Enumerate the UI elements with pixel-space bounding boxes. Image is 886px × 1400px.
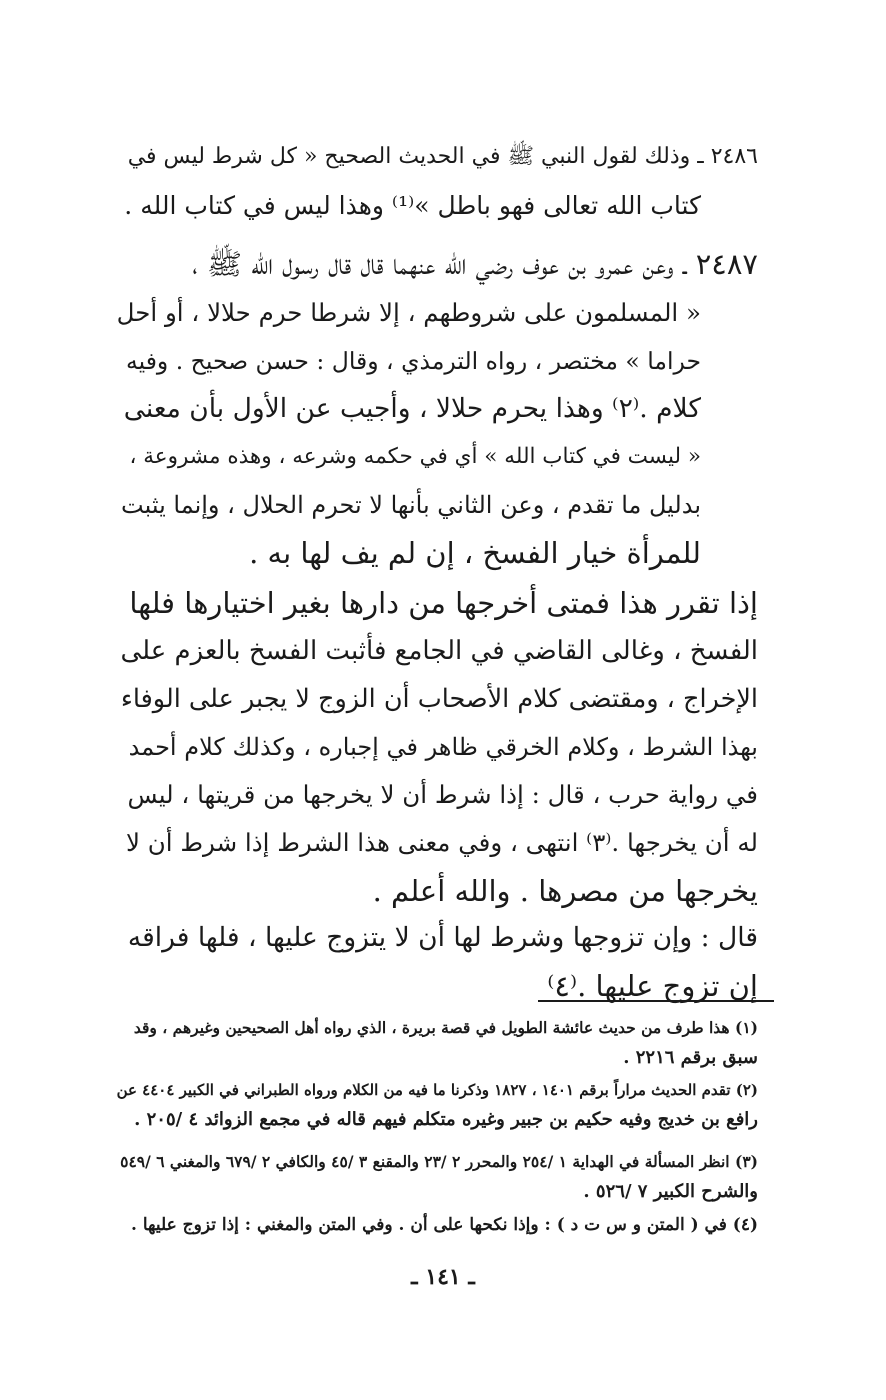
footnote-line: سبق برقم ٢٢١٦ . — [623, 1047, 758, 1068]
text-line: قال : وإن تزوجها وشرط لها أن لا يتزوج عليها ، فلها فراقه — [127, 922, 758, 953]
text-line: الفسخ ، وغالى القاضي في الجامع فأثبت الفسخ بالعزم على — [120, 636, 758, 666]
text-line: له أن يخرجها .⁽٣⁾ انتهى ، وفي معنى هذا الشرط إذا شرط أن لا — [126, 828, 758, 857]
footnote-separator — [538, 1000, 774, 1002]
text-line: يخرجها من مصرها . والله أعلم . — [372, 874, 758, 908]
text-line: « ليست في كتاب الله » أي في حكمه وشرعه ، وهذه مشروعة ، — [129, 444, 701, 469]
text-line: الإخراج ، ومقتضى كلام الأصحاب أن الزوج لا يجبر على الوفاء — [120, 684, 758, 714]
footnote-line: (٣) انظر المسألة في الهداية ١ /٢٥٤ والمحرر ٢ /٢٣ والمقنع ٣ /٤٥ والكافي ٢ /٦٧٩ والمغني ٦ /٥٤٩ — [120, 1152, 758, 1171]
text-line: كلام .⁽٢⁾ وهذا يحرم حلالا ، وأجيب عن الأول بأن معنى — [123, 393, 701, 424]
text-line: ٢٤٨٧ ـ وعن عمرو بن عوف رضي الله عنهما قال قال رسول الله ﷺ ، — [192, 247, 758, 281]
page-number: ـ ١٤١ ـ — [411, 1264, 475, 1290]
text-line: في رواية حرب ، قال : إذا شرط أن لا يخرجها من قريتها ، ليس — [127, 780, 758, 809]
text-line: بدليل ما تقدم ، وعن الثاني بأنها لا تحرم الحلال ، وإنما يثبت — [121, 491, 701, 519]
text-line: بهذا الشرط ، وكلام الخرقي ظاهر في إجباره ، وكذلك كلام أحمد — [128, 733, 758, 761]
footnote-line: والشرح الكبير ٧ /٥٢٦ . — [583, 1181, 758, 1202]
text-line: إن تزوج عليها .⁽٤⁾ — [547, 969, 758, 1003]
footnote-line: (١) هذا طرف من حديث عائشة الطويل في قصة بريرة ، الذي رواه أهل الصحيحين وغيرهم ، وقد — [133, 1018, 758, 1037]
text-line: كتاب الله تعالى فهو باطل »⁽¹⁾ وهذا ليس في كتاب الله . — [124, 191, 701, 220]
footnote-line: رافع بن خديج وفيه حكيم بن جبير وغيره متكلم فيهم قاله في مجمع الزوائد ٤ /٢٠٥ . — [134, 1109, 758, 1130]
footnote-line: (٢) تقدم الحديث مراراً برقم ١٤٠١ ، ١٨٢٧ وذكرنا ما فيه من الكلام ورواه الطبراني في الكبير ٤٤٠٤ عن — [116, 1081, 758, 1099]
text-line: حراما » مختصر ، رواه الترمذي ، وقال : حسن صحيح . وفيه — [126, 347, 701, 375]
footnote-line: (٤) في ( المتن و س ت د ) : وإذا نكحها على أن . وفي المتن والمغني : إذا تزوج عليها . — [130, 1215, 758, 1235]
text-line: للمرأة خيار الفسخ ، إن لم يف لها به . — [249, 536, 701, 570]
text-line: ٢٤٨٦ ـ وذلك لقول النبي ﷺ في الحديث الصحيح « كل شرط ليس في — [127, 144, 758, 169]
text-line: « المسلمون على شروطهم ، إلا شرطا حرم حلالا ، أو أحل — [116, 298, 701, 327]
text-line: إذا تقرر هذا فمتى أخرجها من دارها بغير اختيارها فلها — [129, 586, 758, 620]
